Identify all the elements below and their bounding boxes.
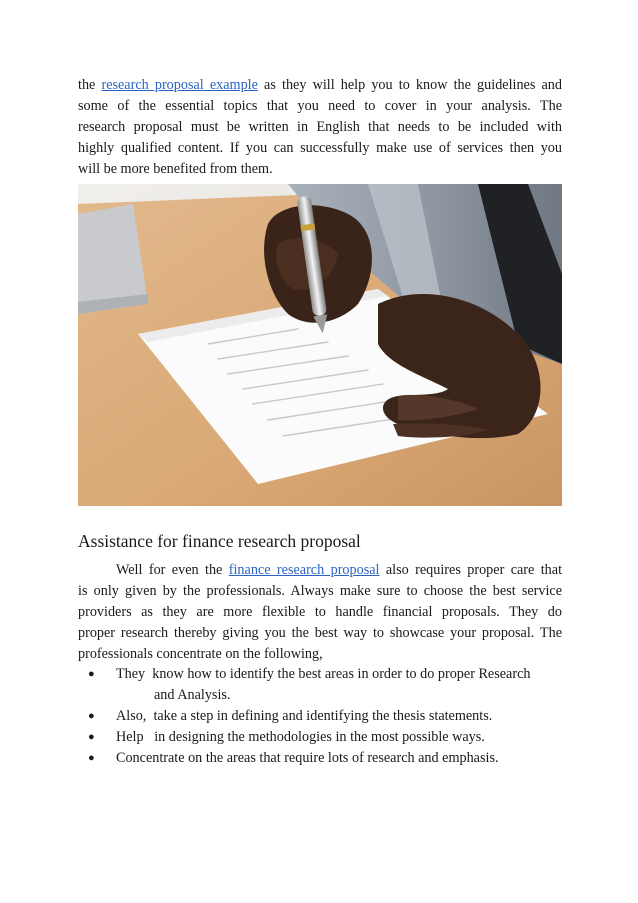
finance-research-proposal-link[interactable]: finance research proposal [228,562,380,578]
signing-document-photo [78,184,562,506]
list-item [78,664,578,706]
research-proposal-example-link[interactable]: research proposal example [101,77,258,93]
section-line-1-end: also requires proper care that [379,562,563,578]
section-line-1-start: Well for even the [116,562,229,578]
list-item-text: Concentrate on the areas that require lots of research and emphasis. [116,750,499,766]
intro-line-1 [78,75,562,96]
list-item-text: Also, take a step in defining and identifying the thesis statements. [116,708,493,724]
list-item-continuation: and Analysis. [154,687,231,703]
section-line-4: proper research thereby giving you the best way to showcase your proposal. The [78,625,562,641]
section-line-2: is only given by the professionals. Always make sure to choose the best service [78,583,562,599]
bullet-icon: ● [88,668,95,680]
bullet-icon: ● [88,752,95,764]
section-line-1 [78,560,562,581]
intro-line-1-start: the [78,77,102,93]
bullet-icon: ● [88,731,95,743]
intro-line-2: some of the essential topics that you need to cover in your analysis. The [78,98,562,114]
intro-paragraph [78,75,562,180]
intro-line-5: will be more benefited from them. [78,161,273,177]
section-line-3: providers as they are more flexible to handle financial proposals. They do [78,604,562,620]
section-line-5: professionals concentrate on the following, [78,646,323,662]
photo-illustration [78,184,562,506]
list-item-text: Help in designing the methodologies in the most possible ways. [116,729,485,745]
intro-line-1-end: as they will help you to know the guidelines and [257,77,562,93]
section-heading: Assistance for finance research proposal [78,531,361,551]
list-item-text: They know how to identify the best areas in order to do proper Research [116,666,531,682]
bullet-icon: ● [88,710,95,722]
list-item [78,706,578,727]
intro-line-3: research proposal must be written in English that needs to be included with [78,119,562,135]
list-item [78,748,578,769]
bullet-list [78,664,578,769]
section-paragraph [78,560,562,665]
list-item [78,727,578,748]
intro-line-4: highly qualified content. If you can successfully make use of services then you [78,140,562,156]
